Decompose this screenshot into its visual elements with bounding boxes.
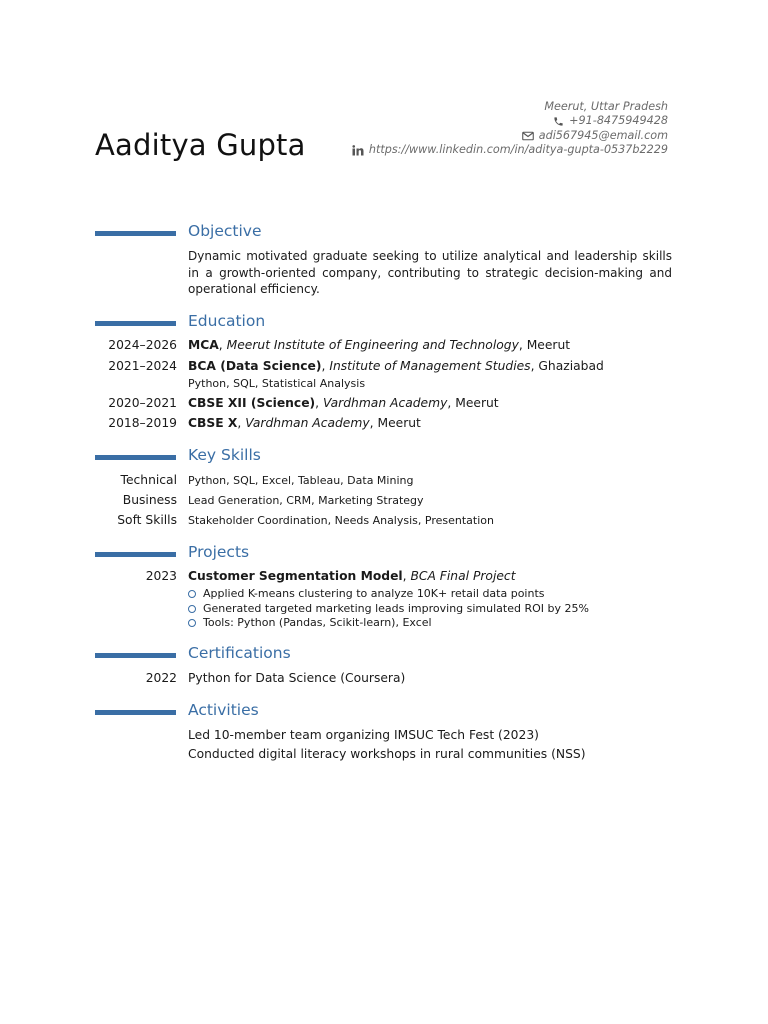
degree: BCA (Data Science) [188, 359, 322, 373]
place: Meerut [526, 338, 571, 352]
education-detail: Python, SQL, Statistical Analysis [188, 377, 366, 390]
place: Meerut [377, 416, 421, 430]
skill-label: Soft Skills [117, 513, 177, 527]
school: Vardhman Academy [245, 416, 370, 430]
activity-item: Led 10-member team organizing IMSUC Tech Fest (2023) [188, 728, 539, 742]
place: Meerut [455, 396, 499, 410]
section-title: Certifications [188, 644, 291, 662]
school: Vardhman Academy [323, 396, 448, 410]
phone-row [352, 114, 668, 128]
place: Ghaziabad [538, 359, 604, 373]
linkedin-row [352, 143, 668, 157]
activity-item: Conducted digital literacy workshops in rural communities (NSS) [188, 747, 586, 761]
email-row [352, 129, 668, 143]
section-rule [95, 552, 176, 557]
bullet-text: Tools: Python (Pandas, Scikit-learn), Excel [203, 616, 432, 629]
section-rule [95, 653, 176, 658]
objective-text: Dynamic motivated graduate seeking to utilize analytical and leadership skills in a growth-oriented company, contributing to strategic decision-making and operational efficiency. [188, 249, 672, 296]
skill-value: Python, SQL, Excel, Tableau, Data Mining [188, 474, 414, 487]
education-dates: 2024–2026 [108, 338, 177, 352]
section-rule [95, 455, 176, 460]
degree: CBSE X [188, 416, 238, 430]
location-text: Meerut, Uttar Pradesh [544, 100, 668, 113]
bullet-circle-icon [188, 590, 196, 598]
location-row [352, 100, 668, 114]
section-title: Projects [188, 543, 250, 561]
section-title: Activities [188, 701, 259, 719]
bullet-circle-icon [188, 619, 196, 627]
skill-label: Business [122, 493, 177, 507]
contact-block [352, 100, 668, 157]
project-bullet [188, 616, 432, 629]
education-dates: 2021–2024 [108, 359, 177, 373]
section-rule [95, 231, 176, 236]
phone-icon [553, 116, 564, 127]
project-bullet [188, 587, 545, 600]
candidate-name: Aaditya Gupta [95, 128, 306, 162]
skill-label: Technical [120, 473, 177, 487]
certification-year: 2022 [145, 671, 177, 685]
linkedin-url[interactable]: https://www.linkedin.com/in/aditya-gupta-0537b2229 [368, 142, 668, 156]
section-rule [95, 710, 176, 715]
education-line: BCA (Data Science), Institute of Management Studies, Ghaziabad [188, 359, 604, 373]
section-title: Key Skills [188, 446, 261, 464]
project-year: 2023 [145, 569, 177, 583]
bullet-text: Applied K-means clustering to analyze 10K+ retail data points [203, 587, 545, 600]
section-rule [95, 321, 176, 326]
education-line: CBSE X, Vardhman Academy, Meerut [188, 416, 421, 430]
school: Meerut Institute of Engineering and Technology [226, 338, 519, 352]
bullet-circle-icon [188, 605, 196, 613]
section-title: Education [188, 312, 266, 330]
project-context: BCA Final Project [410, 569, 516, 583]
skill-value: Stakeholder Coordination, Needs Analysis, Presentation [188, 514, 494, 527]
project-title: Customer Segmentation Model [188, 569, 403, 583]
education-line: MCA, Meerut Institute of Engineering and Technology, Meerut [188, 338, 571, 352]
certification-text: Python for Data Science (Coursera) [188, 671, 406, 685]
linkedin-icon [352, 145, 364, 156]
education-dates: 2018–2019 [108, 416, 177, 430]
project-bullet [188, 602, 589, 615]
education-dates: 2020–2021 [108, 396, 177, 410]
section-title: Objective [188, 222, 262, 240]
phone-number[interactable]: +91-8475949428 [569, 114, 668, 128]
education-line: CBSE XII (Science), Vardhman Academy, Meerut [188, 396, 499, 410]
envelope-icon [522, 131, 534, 141]
skill-value: Lead Generation, CRM, Marketing Strategy [188, 494, 424, 507]
school: Institute of Management Studies [329, 359, 531, 373]
email-address[interactable]: adi567945@email.com [538, 128, 668, 142]
degree: MCA [188, 338, 219, 352]
project-line: Customer Segmentation Model, BCA Final Project [188, 569, 516, 583]
bullet-text: Generated targeted marketing leads improving simulated ROI by 25% [203, 602, 589, 615]
degree: CBSE XII (Science) [188, 396, 316, 410]
